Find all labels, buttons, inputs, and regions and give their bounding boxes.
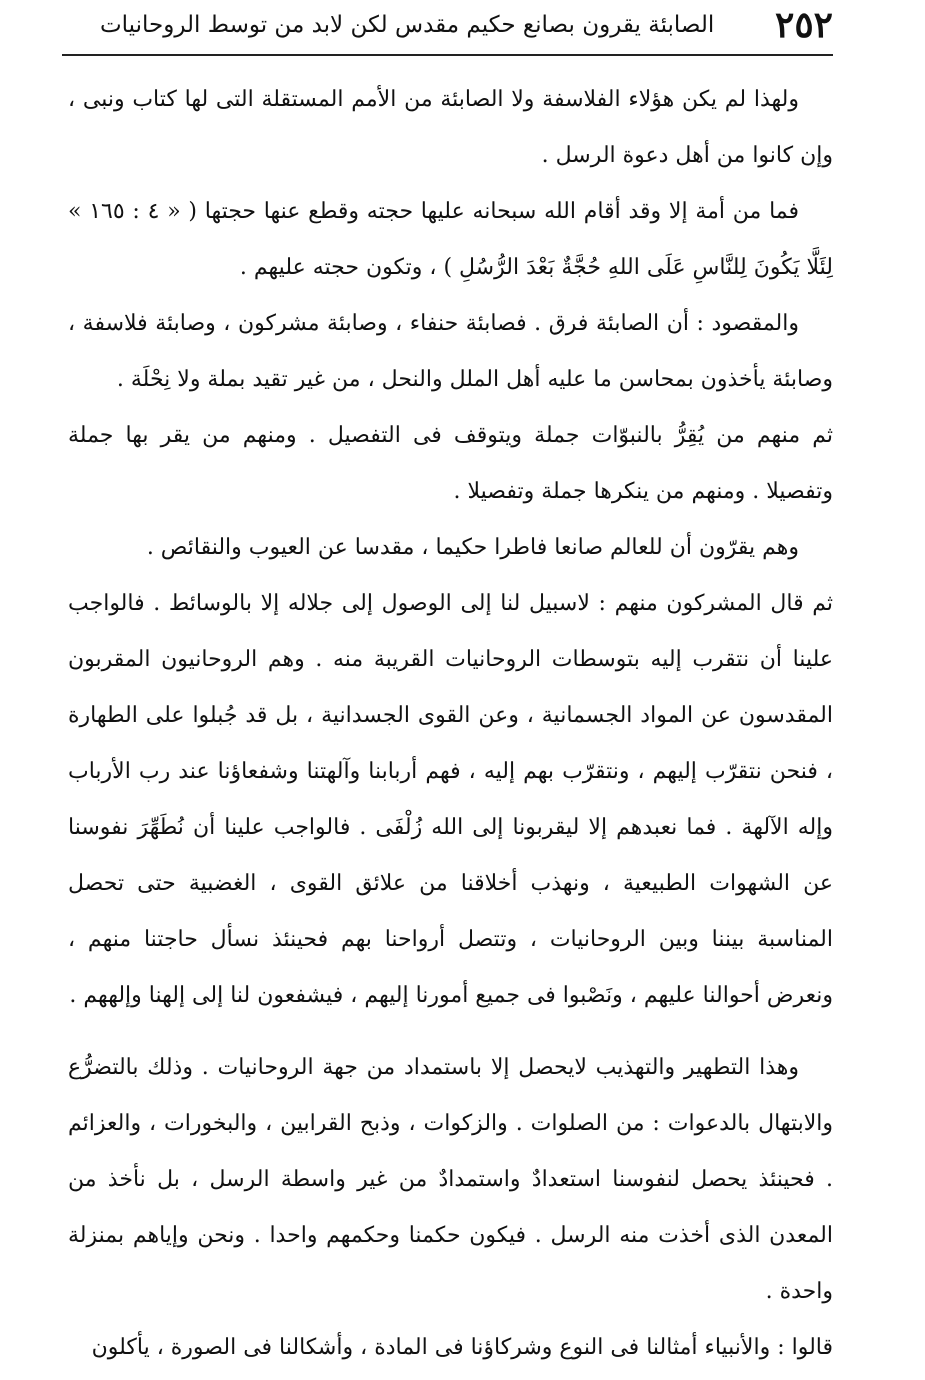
paragraph: ثم منهم من يُقِرُّ بالنبوّات جملة ويتوقف فى التفصيل . ومنهم من يقر بها جملة وتفصيلا . ومنهم من ينكرها جملة وتفصيلا . [68,423,833,504]
paragraph: فما من أمة إلا وقد أقام الله سبحانه عليها حجته وقطع عنها حجتها ( « ٤ : ١٦٥ » لِئَلَّا يَكُونَ لِلنَّاسِ عَلَى اللهِ حُجَّةٌ بَعْدَ الرُّسُلِ ) ، وتكون حجته عليهم . [68,199,833,280]
running-title: الصابئة يقرون بصانع حكيم مقدس لكن لابد من توسط الروحانيات [100,12,715,38]
page-body [68,72,833,1376]
paragraph: وهذا التطهير والتهذيب لايحصل إلا باستمداد من جهة الروحانيات . وذلك بالتضرُّع والابتهال بالدعوات : من الصلوات . والزكوات ، وذبح القرابين ، والبخورات ، والعزائم . فحينئذ يحصل لنفوسنا استعدادٌ واستمدادٌ من غير واسطة الرسل ، بل نأخذ من المعدن الذى أخذت منه الرسل . فيكون حكمنا وحكمهم واحدا . ونحن وإياهم بمنزلة واحدة . [68,1055,833,1304]
paragraph: وهم يقرّون أن للعالم صانعا فاطرا حكيما ، مقدسا عن العيوب والنقائص . [146,535,799,560]
paragraph: ولهذا لم يكن هؤلاء الفلاسفة ولا الصابئة من الأمم المستقلة التى لها كتاب ونبى ، وإن كانوا من أهل دعوة الرسل . [68,87,833,168]
page-header [100,0,833,50]
paragraph: قالوا : والأنبياء أمثالنا فى النوع وشركاؤنا فى المادة ، وأشكالنا فى الصورة ، يأكلون [91,1335,833,1360]
paragraph: والمقصود : أن الصابئة فرق . فصابئة حنفاء ، وصابئة مشركون ، وصابئة فلاسفة ، وصابئة يأخذون بمحاسن ما عليه أهل الملل والنحل ، من غير تقيد بملة ولا نِحْلَة . [68,311,833,392]
paragraph: ثم قال المشركون منهم : لاسبيل لنا إلى الوصول إلى جلاله إلا بالوسائط . فالواجب علينا أن نتقرب إليه بتوسطات الروحانيات القريبة منه . وهم الروحانيون المقربون المقدسون عن المواد الجسمانية ، وعن القوى الجسدانية ، بل قد جُبلوا على الطهارة ، فنحن نتقرّب إليهم ، ونتقرّب بهم إليه ، فهم أربابنا وآلهتنا وشفعاؤنا عند رب الأرباب وإله الآلهة . فما نعبدهم إلا ليقربونا إلى الله زُلْفَى . فالواجب علينا أن نُطَهِّرَ نفوسنا عن الشهوات الطبيعية ، ونهذب أخلاقنا من علائق القوى ، الغضبية حتى تحصل المناسبة بيننا وبين الروحانيات ، وتتصل أرواحنا بهم فحينئذ نسأل حاجتنا منهم ، ونعرض أحوالنا عليهم ، ونَصْبوا فى جميع أمورنا إليهم ، فيشفعون لنا إلى إلهنا وإلههم . [68,591,833,1008]
header-rule [62,54,833,56]
page-number: ٢٥٢ [774,4,833,46]
